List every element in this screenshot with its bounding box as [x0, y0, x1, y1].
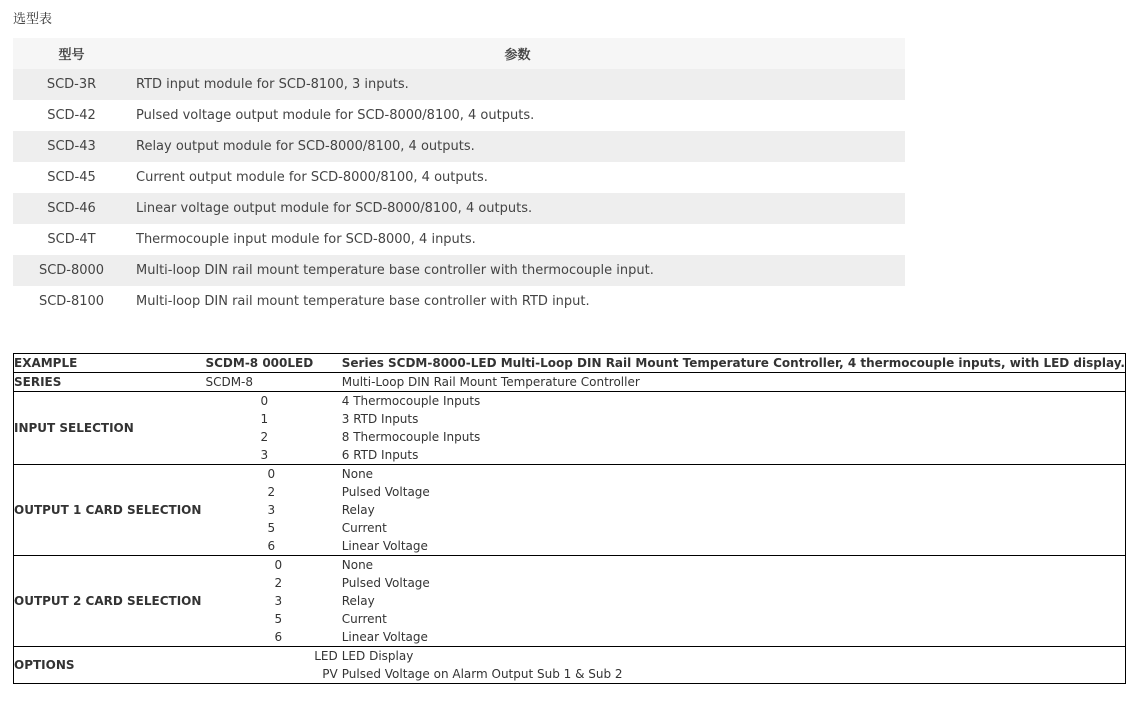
input-code: 2: [260, 430, 269, 444]
table-row: [13, 286, 905, 317]
example-code: SCDM-8 000LED: [205, 356, 314, 370]
output1-label: OUTPUT 1 CARD SELECTION: [14, 503, 202, 517]
options-code: PV: [322, 667, 338, 681]
table-row: [13, 162, 905, 193]
output1-desc: Pulsed Voltage: [341, 485, 430, 499]
output2-desc: Relay: [341, 594, 375, 608]
model-cell: SCD-45: [47, 170, 96, 185]
model-cell: SCD-42: [47, 108, 96, 123]
output1-desc: Relay: [341, 503, 375, 517]
table-row: [13, 193, 905, 224]
param-cell: Multi-loop DIN rail mount temperature base controller with thermocouple input.: [136, 263, 654, 278]
input-code: 3: [260, 448, 269, 462]
input-desc: 8 Thermocouple Inputs: [341, 430, 481, 444]
output1-row: [14, 465, 1126, 484]
param-cell: Pulsed voltage output module for SCD-8000/8100, 4 outputs.: [136, 108, 535, 123]
output2-desc: Current: [341, 612, 387, 626]
input-selection-label: INPUT SELECTION: [14, 421, 134, 435]
input-code: 0: [260, 394, 269, 408]
table-row: [13, 100, 905, 131]
output2-code: 2: [274, 576, 283, 590]
param-cell: RTD input module for SCD-8100, 3 inputs.: [136, 77, 409, 92]
output2-code: 6: [274, 630, 283, 644]
model-cell: SCD-8000: [38, 263, 105, 278]
order-code-table: [13, 353, 1126, 684]
param-cell: Multi-loop DIN rail mount temperature base controller with RTD input.: [136, 294, 590, 309]
param-cell: Current output module for SCD-8000/8100, 4 outputs.: [136, 170, 488, 185]
example-desc: Series SCDM-8000-LED Multi-Loop DIN Rail Mount Temperature Controller, 4 thermocouple inputs, with LED display.: [341, 356, 1125, 370]
series-desc: Multi-Loop DIN Rail Mount Temperature Controller: [341, 375, 640, 389]
output1-code: 6: [267, 539, 276, 553]
series-code: SCDM-8: [205, 375, 254, 389]
output1-code: 0: [267, 467, 276, 481]
options-row: [14, 647, 1126, 666]
example-label: EXAMPLE: [14, 356, 78, 370]
output2-desc: Linear Voltage: [341, 630, 428, 644]
output1-desc: Current: [341, 521, 387, 535]
output1-code: 5: [267, 521, 276, 535]
param-cell: Thermocouple input module for SCD-8000, 4 inputs.: [136, 232, 476, 247]
table-row: [13, 224, 905, 255]
options-desc: Pulsed Voltage on Alarm Output Sub 1 & Sub 2: [341, 667, 623, 681]
page-title: 选型表: [13, 12, 53, 27]
output2-desc: None: [341, 558, 374, 572]
input-desc: 6 RTD Inputs: [341, 448, 419, 462]
model-cell: SCD-3R: [46, 77, 97, 92]
param-cell: Relay output module for SCD-8000/8100, 4 outputs.: [136, 139, 475, 154]
output1-desc: None: [341, 467, 374, 481]
selection-table-header: [13, 38, 905, 69]
table-row: [13, 69, 905, 100]
table-row: [13, 255, 905, 286]
model-cell: SCD-4T: [47, 232, 96, 247]
header-model: 型号: [58, 48, 85, 63]
model-cell: SCD-8100: [38, 294, 105, 309]
input-selection-row: [14, 392, 1126, 411]
output2-row: [14, 556, 1126, 575]
options-code: LED: [314, 649, 338, 663]
series-label: SERIES: [14, 375, 62, 389]
table-row: [13, 131, 905, 162]
input-desc: 4 Thermocouple Inputs: [341, 394, 481, 408]
input-code: 1: [260, 412, 269, 426]
output2-code: 0: [274, 558, 283, 572]
output2-label: OUTPUT 2 CARD SELECTION: [14, 594, 202, 608]
example-row: [14, 354, 1126, 373]
header-param: 参数: [504, 48, 531, 63]
model-cell: SCD-46: [47, 201, 96, 216]
output1-code: 3: [267, 503, 276, 517]
output2-code: 3: [274, 594, 283, 608]
param-cell: Linear voltage output module for SCD-8000/8100, 4 outputs.: [136, 201, 533, 216]
series-row: [14, 373, 1126, 392]
options-label: OPTIONS: [14, 658, 75, 672]
selection-table: [13, 38, 905, 317]
input-desc: 3 RTD Inputs: [341, 412, 419, 426]
output2-code: 5: [274, 612, 283, 626]
output1-desc: Linear Voltage: [341, 539, 428, 553]
output1-code: 2: [267, 485, 276, 499]
options-desc: LED Display: [341, 649, 414, 663]
output2-desc: Pulsed Voltage: [341, 576, 430, 590]
model-cell: SCD-43: [47, 139, 96, 154]
